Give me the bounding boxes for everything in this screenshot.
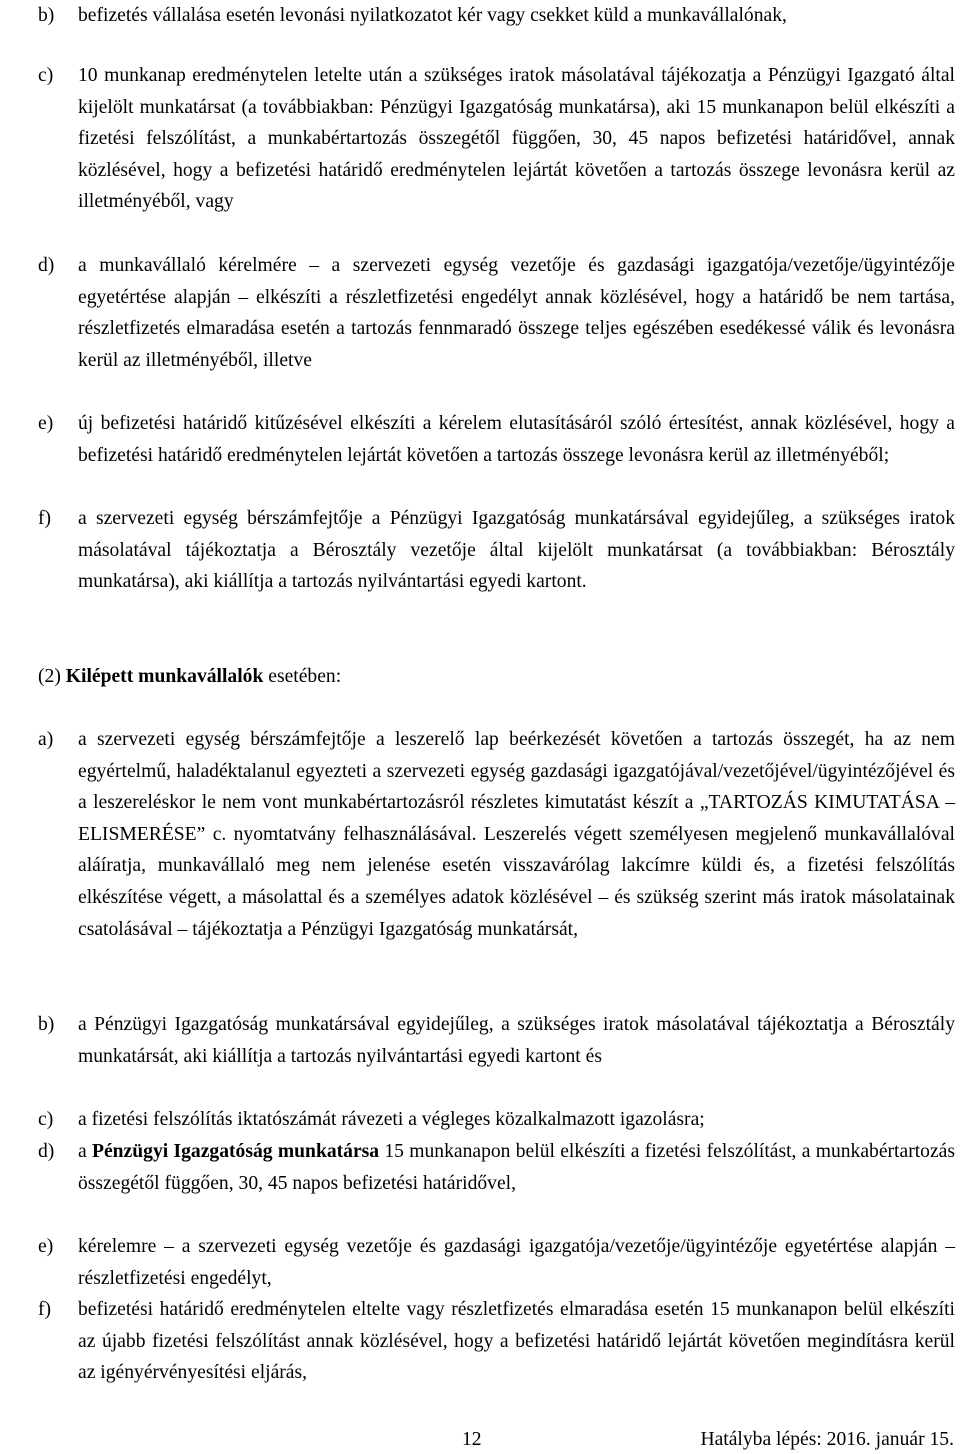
list-item-label: d)	[38, 1141, 55, 1162]
page-number: 12	[462, 1429, 482, 1450]
section-number: (2)	[38, 666, 61, 687]
list-item-e	[38, 1231, 955, 1294]
text-pre: a	[78, 1141, 87, 1162]
list-item-label: e)	[38, 1236, 54, 1257]
list-item-label: f)	[38, 508, 52, 529]
list-item-label: f)	[38, 1299, 52, 1320]
list-item-text: befizetés vállalása esetén levonási nyilatkozatot kér vagy csekket küld a munkavállalónak,	[78, 5, 787, 26]
list-item-text: a fizetési felszólítás iktatószámát rávezeti a végleges közalkalmazott igazolásra;	[78, 1109, 705, 1130]
list-item-d	[38, 1136, 955, 1199]
list-item-label: e)	[38, 413, 54, 434]
list-item-text	[78, 1136, 955, 1199]
list-item-b	[38, 1009, 955, 1072]
list-item-text: a Pénzügyi Igazgatóság munkatársával egyidejűleg, a szükséges iratok másolatával tájékoztatja a Bérosztály munkatársát, aki kiállítja a tartozás nyilvántartási egyedi kartont és	[78, 1014, 955, 1067]
list-item-label: c)	[38, 65, 54, 86]
text-bold: Pénzügyi Igazgatóság munkatársa	[92, 1141, 380, 1162]
list-item-text: befizetési határidő eredménytelen eltelte vagy részletfizetés elmaradása esetén 15 munkanapon belül elkészíti az újabb fizetési felszólítást annak közlésével, hogy a befizetési határidő lejártát követően megindításra kerül az igényérvényesítési eljárás,	[78, 1299, 955, 1384]
section-heading	[38, 661, 341, 693]
list-item-label: b)	[38, 5, 55, 26]
list-item-text: a szervezeti egység bérszámfejtője a Pénzügyi Igazgatóság munkatársával egyidejűleg, a szükséges iratok másolatával tájékoztatja a Bérosztály vezetője által kijelölt munkatársat (a továbbiakban: Bérosztály munkatársa), aki kiállítja a tartozás nyilvántartási egyedi kartont.	[78, 508, 955, 593]
list-item-c	[38, 1104, 955, 1136]
list-item-text: a munkavállaló kérelmére – a szervezeti egység vezetője és gazdasági igazgatója/vezetője/ügyintézője egyetértése alapján – elkészíti a részletfizetési engedélyt annak közlésével, hogy a határidő be nem tartása, részletfizetés elmaradása esetén a tartozás fennmaradó összege teljes egészében esedékessé válik és levonásra kerül az illetményéből, illetve	[78, 255, 955, 371]
list-item-d	[38, 250, 955, 376]
list-item-label: d)	[38, 255, 55, 276]
section-title-bold: Kilépett munkavállalók	[65, 666, 264, 687]
list-item-b	[38, 0, 955, 32]
list-item-f	[38, 503, 955, 598]
list-item-text: kérelemre – a szervezeti egység vezetője és gazdasági igazgatója/vezetője/ügyintézője egyetértése alapján – részletfizetési engedélyt,	[78, 1236, 955, 1289]
list-item-label: b)	[38, 1014, 55, 1035]
list-item-text: új befizetési határidő kitűzésével elkészíti a kérelem elutasításáról szóló értesítést, annak közlésével, hogy a befizetési határidő eredménytelen lejártát követően a tartozás összege levonásra kerül az illetményéből;	[78, 413, 955, 466]
section-title-suffix: esetében:	[268, 666, 342, 687]
list-item-text: a szervezeti egység bérszámfejtője a leszerelő lap beérkezését követően a tartozás összegét, ha az nem egyértelmű, haladéktalanul egyezteti a szervezeti egység gazdasági igazgatójával/vezetőjével/ügyintézőjével és a leszereléskor le nem vont munkabértartozásról részletes kimutatást készít a „TARTOZÁS KIMUTATÁSA – ELISMERÉSE” c. nyomtatvány felhasználásával. Leszerelés végett személyesen megjelenő munkavállalóval aláíratja, munkavállaló meg nem jelenése esetén visszavárólag lakcímre küldi és, a fizetési felszólítás elkészítése végett, a másolattal és a személyes adatok közlésével – és szükség szerint más iratok másolatainak csatolásával – tájékoztatja a Pénzügyi Igazgatóság munkatársát,	[78, 729, 955, 940]
list-item-label: c)	[38, 1109, 54, 1130]
effective-date: Hatályba lépés: 2016. január 15.	[700, 1429, 954, 1450]
list-item-f	[38, 1294, 955, 1389]
list-item-label: a)	[38, 729, 54, 750]
list-item-e	[38, 408, 955, 471]
text-post: 15 munkanapon belül elkészíti a fizetési felszólítást, a munkabértartozás összegétől függően, 30, 45 napos befizetési határidővel,	[78, 1141, 955, 1194]
list-item-text: 10 munkanap eredménytelen letelte után a szükséges iratok másolatával tájékozatja a Pénzügyi Igazgató által kijelölt munkatársat (a továbbiakban: Pénzügyi Igazgatóság munkatársa), aki 15 munkanapon belül elkészíti a fizetési felszólítást, a munkabértartozás összegétől függően, 30, 45 napos befizetési határidővel, annak közlésével, hogy a befizetési határidő eredménytelen lejártát követően a tartozás összege levonásra kerül az illetményéből, vagy	[78, 65, 955, 213]
list-item-c	[38, 60, 955, 218]
list-item-a	[38, 724, 955, 945]
